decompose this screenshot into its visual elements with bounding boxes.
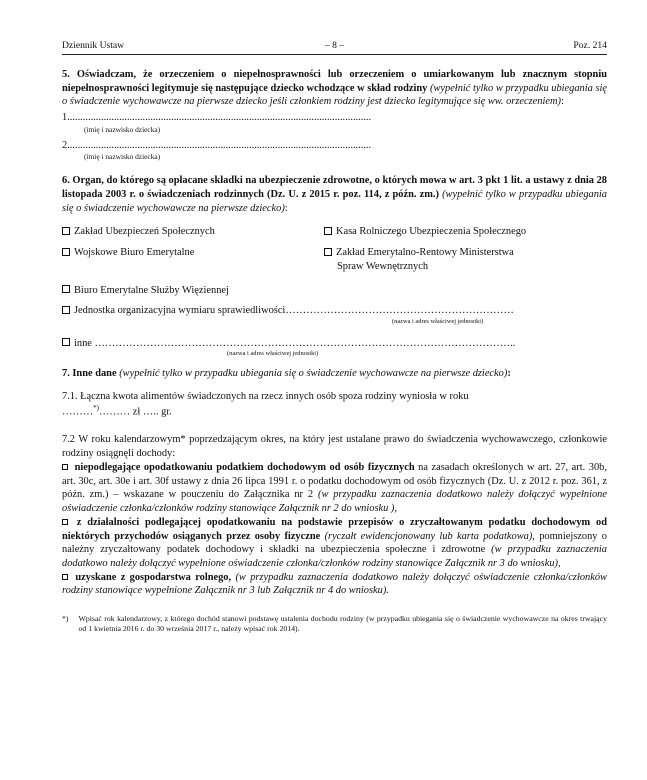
- journal-name: Dziennik Ustaw: [62, 40, 125, 51]
- section-5-instruction: (wypełnić tylko w przypadku ubiegania się o świadczenie wychowawcze na pierwsze dziecko jeśli członkiem rodziny jest dziecko legitymujące się ww. orzeczeniem): [62, 82, 607, 108]
- option-label: Biuro Emerytalne Służby Więziennej: [74, 284, 229, 296]
- income-option-1[interactable]: [62, 461, 607, 516]
- colon: :: [507, 367, 511, 379]
- item-7-1: [62, 390, 607, 419]
- option-label: Kasa Rolniczego Ubezpieczenia Społecznego: [336, 226, 527, 238]
- option-bold: uzyskane z gospodarstwa rolnego,: [75, 571, 232, 583]
- option-label: Jednostka organizacyjna wymiaru sprawiedliwości…………………………………………………………: [74, 305, 514, 317]
- item-7-2: 7.2 W roku kalendarzowym* poprzedzającym okres, na który jest ustalane prawo do świadczenia wychowawczego, członkowie rodziny osiągnęli dochody:: [62, 434, 607, 460]
- footnote-text: Wpisać rok kalendarzowy, z którego dochód stanowi podstawę ustalenia dochodu rodziny (w przypadku ubiegania się o świadczenie wychowawcze na okres trwający od 1 kwietnia 2016 r. do 30 września 2017 r., należy wpisać rok 2014).: [78, 614, 607, 634]
- option-label: Zakład Emerytalno-Rentowy Ministerstwa: [336, 247, 514, 259]
- colon: :: [560, 96, 564, 108]
- section-7: [62, 367, 607, 598]
- other-caption: (nazwa i adres właściwej jednostki): [227, 350, 319, 358]
- section-7-instruction: (wypełnić tylko w przypadku ubiegania się o świadczenie wychowawcze na pierwsze dziecko): [119, 367, 508, 379]
- justice-unit-caption: (nazwa i adres właściwej jednostki): [392, 318, 484, 326]
- income-option-3[interactable]: [62, 571, 607, 598]
- footnote-mark: *): [62, 614, 69, 624]
- checkbox-icon[interactable]: [324, 248, 332, 256]
- option-label: Wojskowe Biuro Emerytalne: [74, 247, 195, 259]
- option-justice-unit[interactable]: [62, 304, 607, 318]
- child-name-caption-1: (imię i nazwisko dziecka): [84, 124, 161, 134]
- option-italic: (w przypadku zaznaczenia dodatkowo należy dołączyć wypełnione oświadczenie członka/członków rodziny stanowiące Załącznik nr 2 do wniosku ): [62, 489, 607, 515]
- option-italic: (ryczałt ewidencjonowany lub karta podatkowa): [324, 530, 533, 542]
- option-label-cont: Spraw Wewnętrznych: [337, 260, 429, 272]
- option-besw[interactable]: [62, 284, 607, 298]
- section-5-heading: [62, 68, 607, 109]
- option-text: , pomniejszony o należny zryczałtowany podatek dochodowy i składki na ubezpieczenia społeczne i zdrowotne: [62, 530, 607, 556]
- item-7-1-text: 7.1. Łączna kwota alimentów świadczonych na rzecz innych osób spoza rodziny wyniosła w roku: [62, 391, 469, 403]
- section-6-title: 6. Organ, do którego są opłacane składki na ubezpieczenie zdrowotne, o których mowa w art. 3 pkt 1 lit. a ustawy z dnia 28 listopada 2003 r. o świadczeniach rodzinnych (Dz. U. z 2015 r. poz. 114, z późn. zm.): [62, 175, 607, 200]
- option-bold: niepodlegające opodatkowaniu podatkiem dochodowym od osób fizycznych: [74, 461, 415, 473]
- form-content: [62, 68, 607, 635]
- child-name-line-1[interactable]: 1.....................................................................................................................: [62, 112, 372, 124]
- section-6-heading: [62, 174, 607, 215]
- section-6-instruction: (wypełnić tylko w przypadku ubiegania się o świadczenie wychowawcze na pierwsze dziecko): [62, 188, 607, 214]
- section-7-heading: [62, 367, 607, 381]
- option-other[interactable]: [62, 337, 607, 351]
- option-zer-msw[interactable]: [324, 246, 607, 273]
- option-label: inne …………………………………………………………………………………………………………..: [74, 337, 516, 349]
- checkbox-icon[interactable]: [62, 574, 68, 580]
- checkbox-icon[interactable]: [62, 464, 68, 470]
- footnote-ref: *): [93, 404, 100, 413]
- section-5-title: 5. Oświadczam, że orzeczeniem o niepełnosprawności lub orzeczeniem o umiarkowanym lub znacznym stopniu niepełnosprawności legitymuje się następujące dziecko wchodzące w skład rodziny: [62, 69, 607, 94]
- checkbox-icon[interactable]: [62, 519, 68, 525]
- checkbox-icon[interactable]: [62, 248, 70, 256]
- year-field[interactable]: ………: [62, 406, 94, 418]
- section-7-title: 7. Inne dane: [62, 367, 117, 379]
- section-6: [62, 174, 607, 359]
- position-number: Poz. 214: [573, 40, 607, 51]
- option-italic-2: (w przypadku zaznaczenia dodatkowo należy dołączyć wypełnione oświadczenie członka/członków rodziny stanowiące Załącznik nr 3 do wniosku): [62, 544, 607, 569]
- option-wbe[interactable]: [62, 246, 324, 273]
- colon: :: [284, 202, 288, 214]
- section-5: [62, 68, 607, 162]
- footnote: [62, 614, 607, 635]
- option-italic: (w przypadku zaznaczenia dodatkowo należy dołączyć oświadczenie członka/członków rodziny stanowiące wypełnione Załącznik nr 3 lub Załącznik nr 4 do wniosku).: [62, 571, 607, 597]
- checkbox-icon[interactable]: [62, 285, 70, 293]
- option-text: na zasadach określonych w art. 27, art. 30b, art. 30c, art. 30e i art. 30f ustawy z dnia 26 lipca 1991 r. o podatku dochodowym od osób fizycznych (Dz. U. z 2012 r. poz. 361, z późn. zm.) – wskazane w pouczeniu do Załącznika nr 2: [62, 461, 607, 501]
- option-zus[interactable]: [62, 225, 324, 239]
- option-bold: z działalności podlegającej opodatkowaniu na podstawie przepisów o zryczałtowanym podatku dochodowym od niektórych przychodów osiąganych przez osoby fizyczne: [62, 516, 607, 542]
- checkbox-icon[interactable]: [62, 227, 70, 235]
- option-krus[interactable]: [324, 225, 607, 239]
- checkbox-icon[interactable]: [62, 338, 70, 346]
- comma: ,: [394, 503, 397, 515]
- page-header: [62, 40, 607, 54]
- option-label: Zakład Ubezpieczeń Społecznych: [74, 226, 215, 238]
- organ-options: [62, 225, 607, 273]
- child-name-line-2[interactable]: 2.....................................................................................................................: [62, 139, 372, 151]
- amount-field[interactable]: ……… zł ….. gr.: [99, 406, 172, 418]
- checkbox-icon[interactable]: [62, 306, 70, 314]
- income-option-2[interactable]: [62, 516, 607, 571]
- checkbox-icon[interactable]: [324, 227, 332, 235]
- header-divider: [62, 54, 607, 55]
- page-number: – 8 –: [324, 40, 345, 51]
- child-name-caption-2: (imię i nazwisko dziecka): [84, 152, 161, 162]
- comma: ,: [558, 558, 561, 569]
